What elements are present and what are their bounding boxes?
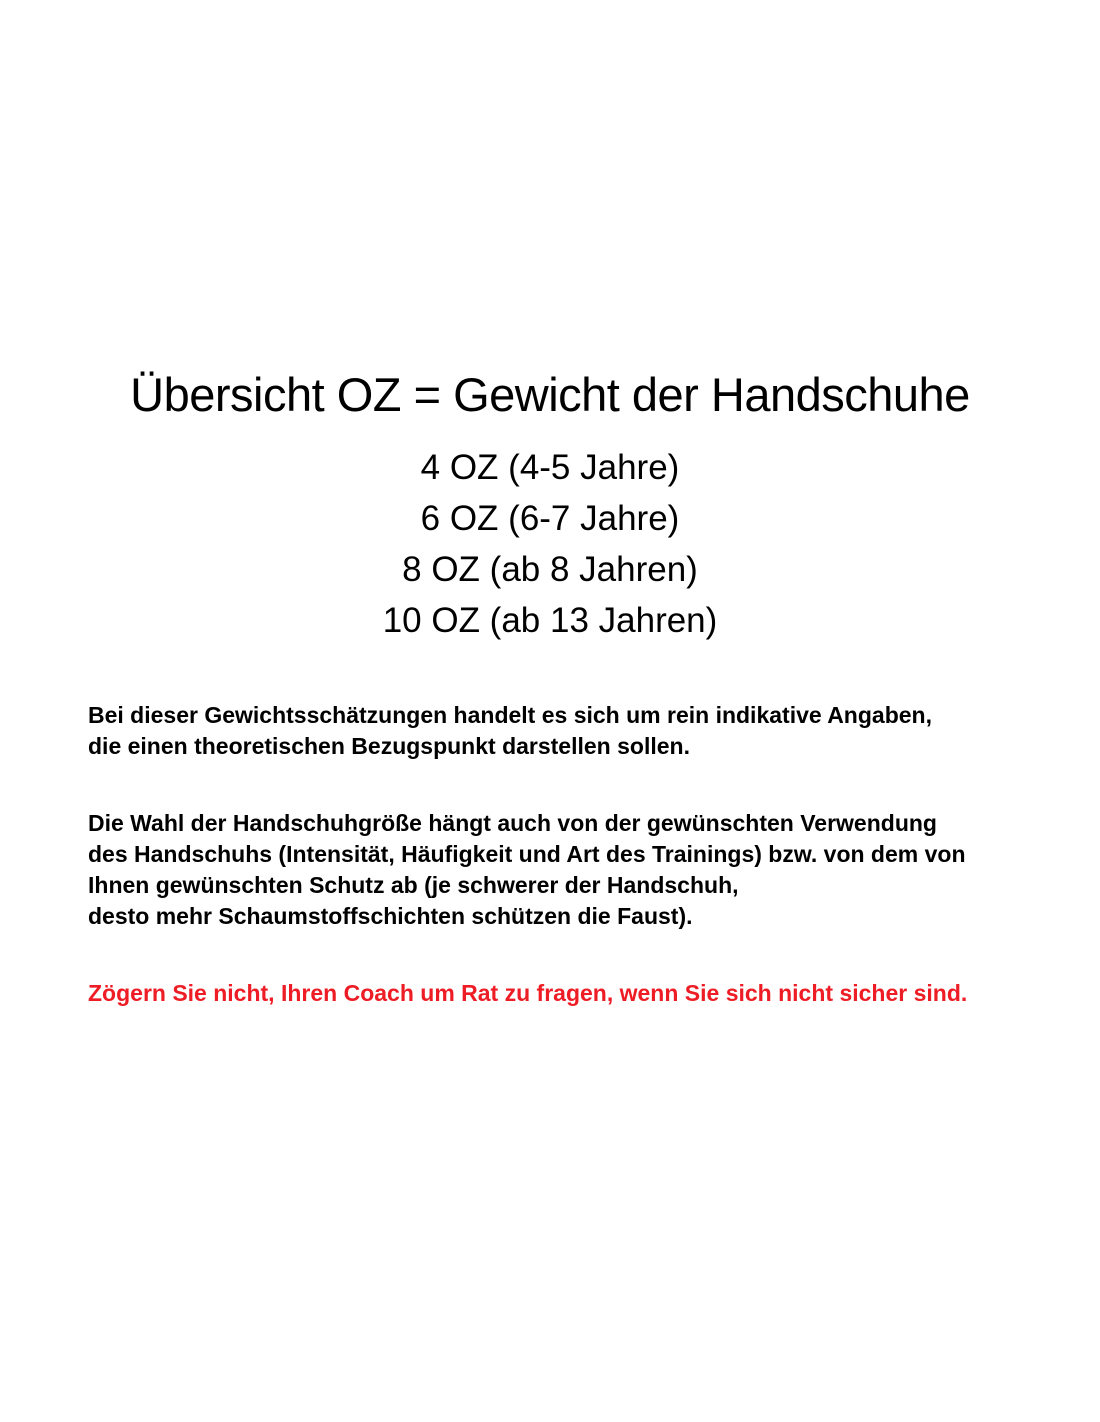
page-title: Übersicht OZ = Gewicht der Handschuhe	[130, 368, 970, 422]
paragraph-size-choice	[88, 808, 1048, 932]
paragraph-line: desto mehr Schaumstoffschichten schützen die Faust).	[88, 903, 693, 929]
list-item: 6 OZ (6-7 Jahre)	[420, 499, 680, 538]
list-item: 4 OZ (4-5 Jahre)	[420, 448, 680, 487]
list-item: 10 OZ (ab 13 Jahren)	[382, 601, 718, 640]
paragraph-line: die einen theoretischen Bezugspunkt darstellen sollen.	[88, 733, 690, 759]
paragraph-line: des Handschuhs (Intensität, Häufigkeit und Art des Trainings) bzw. von dem von	[88, 841, 966, 867]
paragraph-line: Ihnen gewünschten Schutz ab (je schwerer der Handschuh,	[88, 872, 739, 898]
paragraph-disclaimer	[88, 700, 1048, 762]
note-text: Zögern Sie nicht, Ihren Coach um Rat zu fragen, wenn Sie sich nicht sicher sind.	[88, 980, 968, 1006]
oz-weight-list	[0, 442, 1100, 646]
list-item: 8 OZ (ab 8 Jahren)	[402, 550, 698, 589]
paragraph-coach-note	[88, 978, 1048, 1009]
paragraph-line: Bei dieser Gewichtsschätzungen handelt es sich um rein indikative Angaben,	[88, 702, 932, 728]
paragraph-line: Die Wahl der Handschuhgröße hängt auch von der gewünschten Verwendung	[88, 810, 937, 836]
